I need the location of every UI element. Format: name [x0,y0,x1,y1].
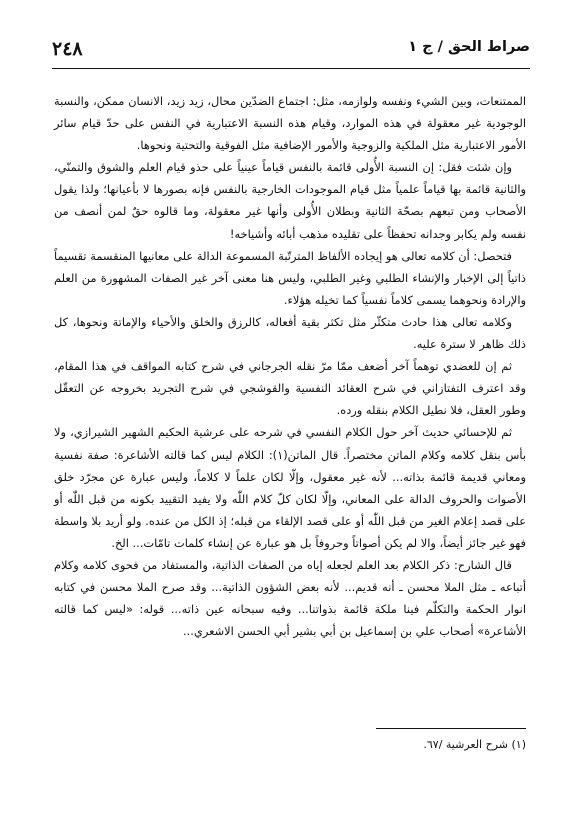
body-text [54,90,526,642]
header-divider [52,68,530,69]
page-number: ٢٤٨ [52,38,83,60]
paragraph-7: قال الشارح: ذكر الكلام بعد العلم لجعله إياه من الصفات الذاتية، والمستفاد من فحوى كلامه وكلام أتباعه ـ مثل الملا محسن ـ أنه قديم... لأنه بعض الشؤون الذاتية... وقد صرح الملا محسن في كتابه انوار الحكمة والتكلّم فينا ملكة قائمة بذواتنا... وفيه سبحانه عين ذاته... قوله: «ليس كما قالته الأشاعرة» أصحاب علي بن إسماعيل بن أبي بشير أبي الحسن الاشعري... [54,557,526,639]
running-title: صراط الحق / ج ١ [408,39,530,55]
paragraph-6: ثم للإحسائي حديث آخر حول الكلام النفسي في شرحه على عرشية الحكيم الشهير الشيرازي، ولا بأس بنقل كلامه وكلام الماتن مختصراً. قال الماتن(١): الكلام ليس كما قالته الأشاعرة: صفة نفسية ومعاني قديمة قائمة بذاته... لأنه غير معقول، وإلّا لكان علماً لا كلاماً، وليس عبارة عن مجرّد خلق الأصوات والحروف الدالة على المعاني، وإلّا لكان كلّ كلام اللّٰه ولا يفيد التقييد بكونه من قبل اللّٰه أو على قصد إعلام الغير من قبل اللّٰه أو على قصد الإلقاء من قبله؛ إذ الكل من عنده. ولو أريد بلا واسطة فهو غير جائز أيضاً، والا لم يكن أصواتاً وحروفاً بل هو عبارة عن إنشاء كلمات تامّات... الخ. [54,425,526,550]
paragraph-2: وإن شئت فقل: إن النسبة الأُولى قائمة بالنفس قياماً عينياً على حذو قيام العلم والشوق والتمنّي، والثانية قائمة بها قياماً علمياً مثل قيام الموجودات الخارجية بالنفس فإنه بصورها لا بأعيانها؛ ولذا يقول الأصحاب ومن تبعهم بصحّة الثانية وبطلان الأُولى وأنها غير معقولة، وما قالوه حقٌ لمن أنصف من نفسه ولم يكابر وجدانه تحفظاً على تقليده مذهب أبائه وأشياخه! [54,160,526,241]
paragraph-1: الممتنعات، وبين الشيء ونفسه ولوازمه، مثل: اجتماع الضدّين محال، زيد زيد، الانسان ممكن، والنسبة الوجودية غير معقولة في هذه الموارد، وقيام هذه النسبة الاعتبارية في النفس على حدّ قيام سائر الأمور الاعتبارية مثل الملكية والزوجية والأمور الإضافية مثل الفوقية والتحتية ونحوها. [54,94,526,153]
paragraph-4: وكلامه تعالى هذا حادث متكثّر مثل تكثر بقية أفعاله، كالرزق والخلق والأحياء والإماتة ونحوها، كل ذلك ظاهر لا سترة عليه. [54,314,526,352]
footnote: (١) شرح العرشية /٦٧. [423,738,526,751]
page-header [52,34,530,64]
paragraph-3: فتحصل: أن كلامه تعالى هو إيجاده الألفاظ المترتّبة المسموعة الدالة على معانيها المنقسمة تقسيماً ذاتياً إلى الإخبار والإنشاء الطلبي وغير الطلبي، وليس هنا معنى آخر غير الصفات المشهورة من العلم والإرادة ونحوهما يسمى كلاماً نفسياً كما تخيله هؤلاء. [54,248,526,307]
paragraph-5: ثم إن للعضدي توهماً آخر أضعف ممّا مرّ نقله الجرجاني في شرح كتابه المواقف في هذا المقام، وقد اعترف التفتازاني في شرح العقائد النفسية والقوشجي في شرح التجريد بخروجه عن التعقّل وطور العقل، فلا نطيل الكلام بنقله ورده. [54,359,526,418]
footnote-divider [376,728,526,729]
